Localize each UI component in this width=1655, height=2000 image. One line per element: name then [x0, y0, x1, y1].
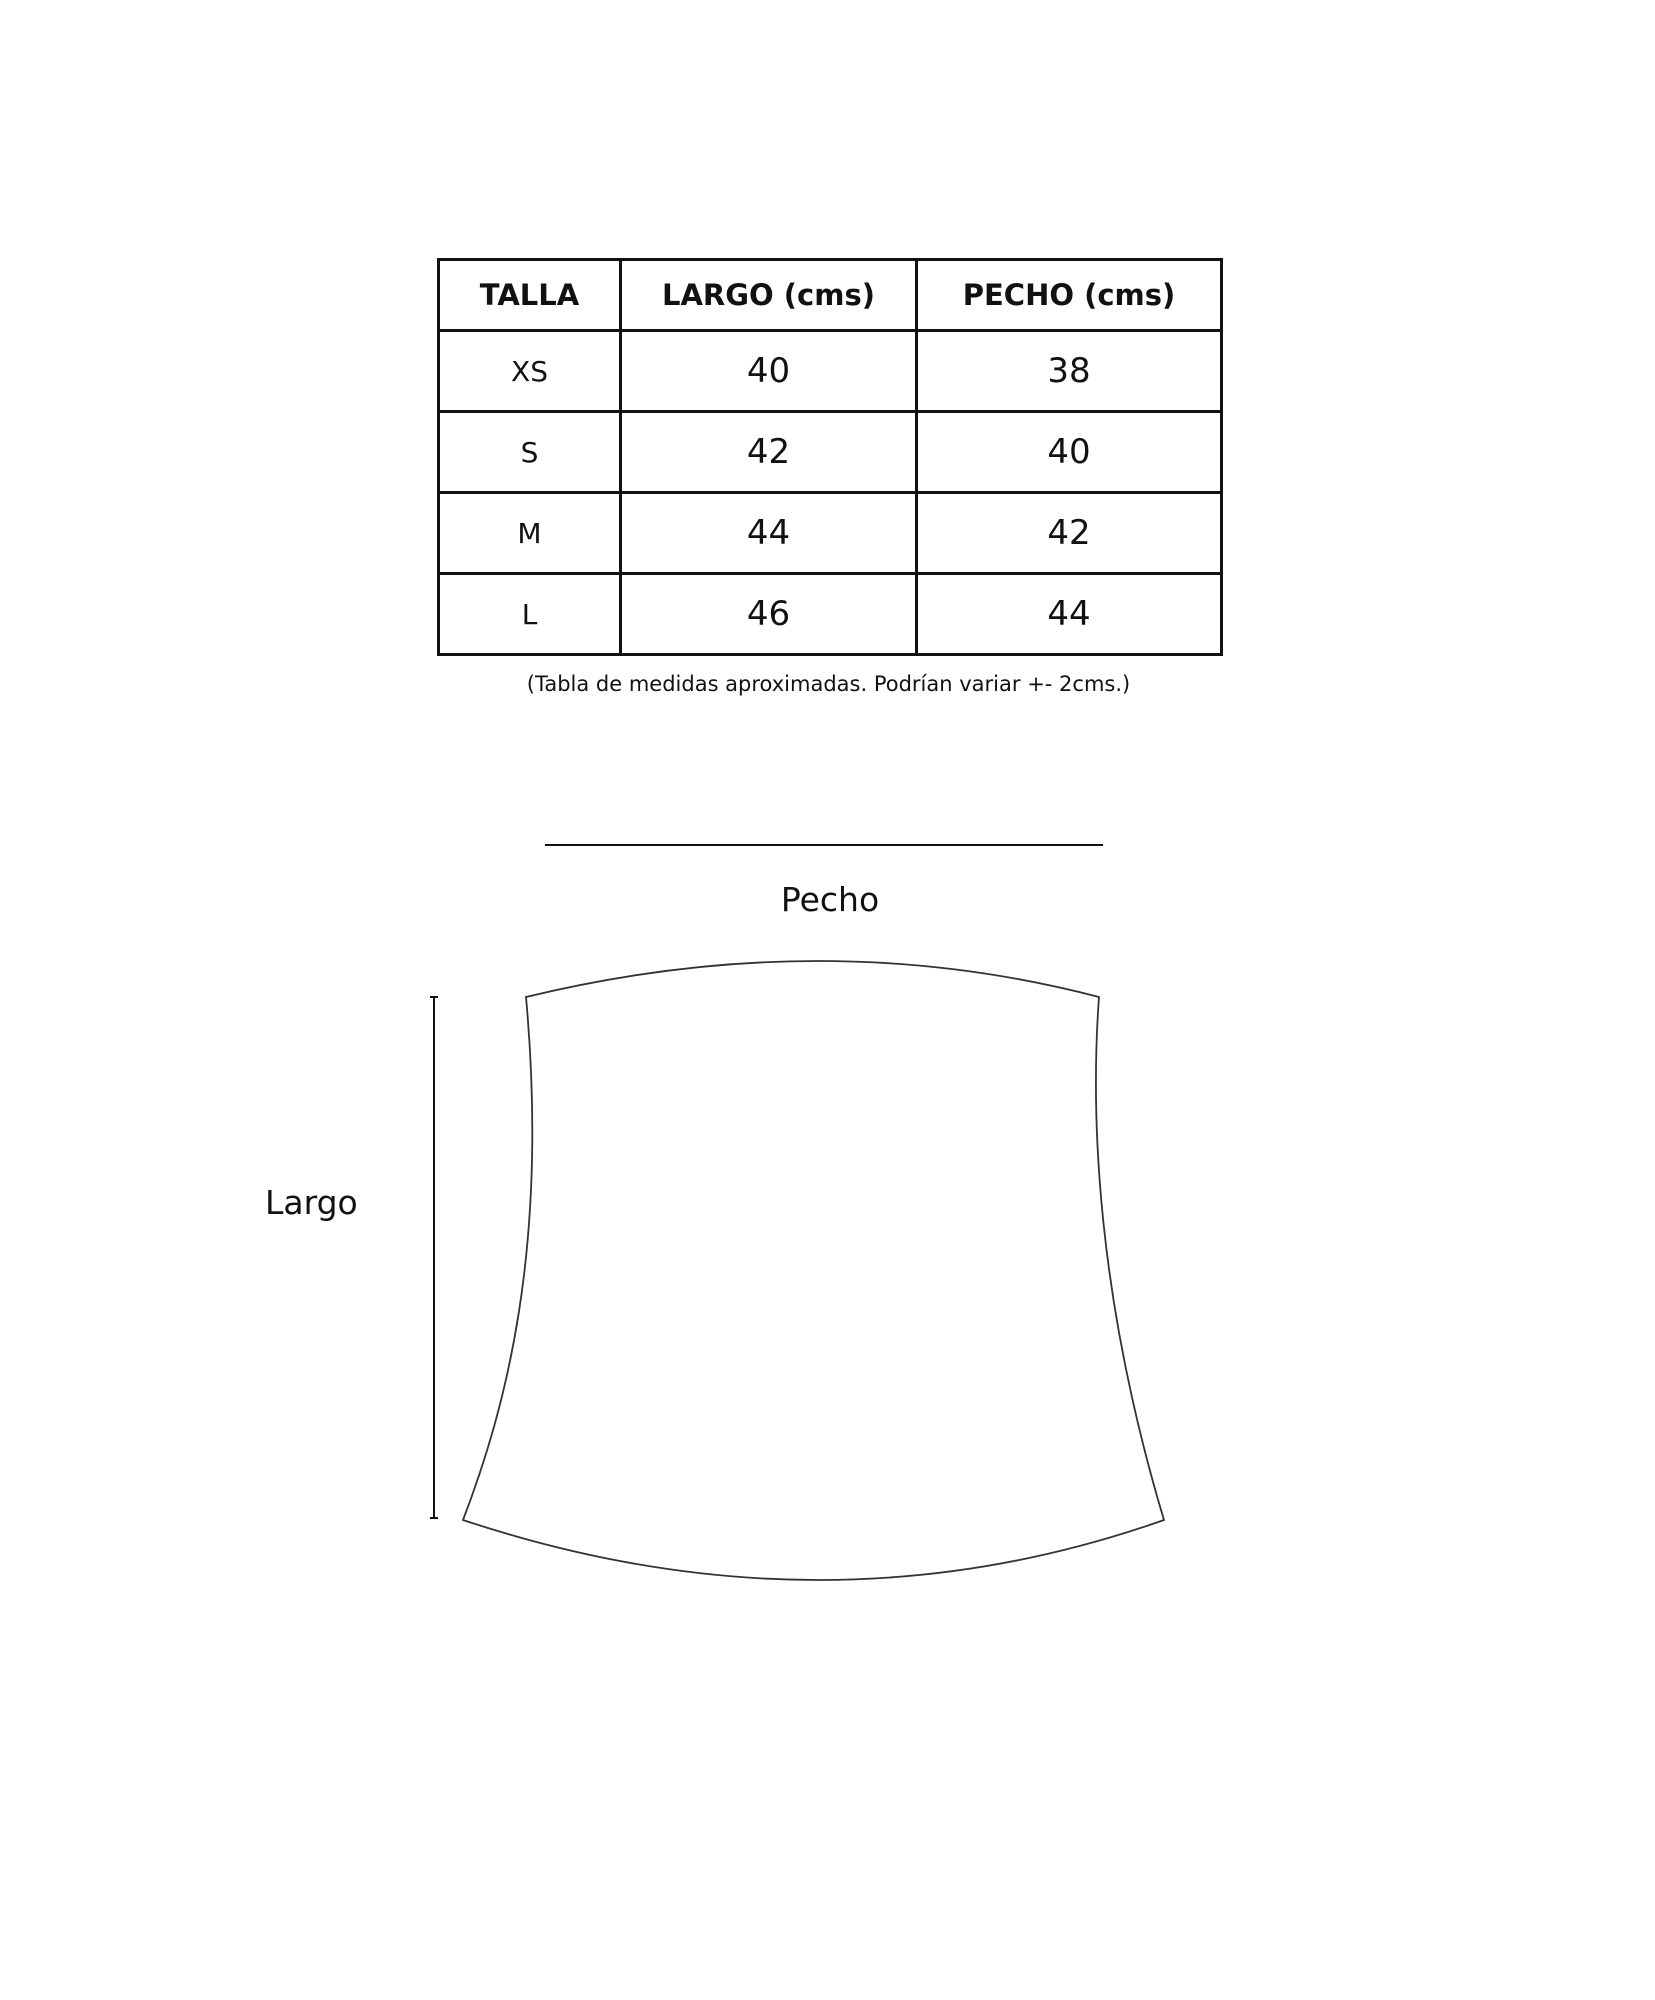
cell-talla: S: [439, 412, 621, 493]
cell-largo: 40: [621, 331, 917, 412]
cell-largo: 44: [621, 493, 917, 574]
header-talla: TALLA: [439, 260, 621, 331]
table-note: (Tabla de medidas aproximadas. Podrían variar +- 2cms.): [526, 672, 1131, 696]
cell-pecho: 38: [917, 331, 1222, 412]
cell-pecho: 44: [917, 574, 1222, 655]
cell-largo: 46: [621, 574, 917, 655]
cell-pecho: 40: [917, 412, 1222, 493]
cell-talla: L: [439, 574, 621, 655]
cell-talla: M: [439, 493, 621, 574]
header-pecho: PECHO (cms): [917, 260, 1222, 331]
cell-largo: 42: [621, 412, 917, 493]
cell-pecho: 42: [917, 493, 1222, 574]
length-label: Largo: [265, 1183, 358, 1222]
cell-talla: XS: [439, 331, 621, 412]
chest-label: Pecho: [780, 880, 880, 919]
garment-outline: [463, 961, 1164, 1580]
header-largo: LARGO (cms): [621, 260, 917, 331]
